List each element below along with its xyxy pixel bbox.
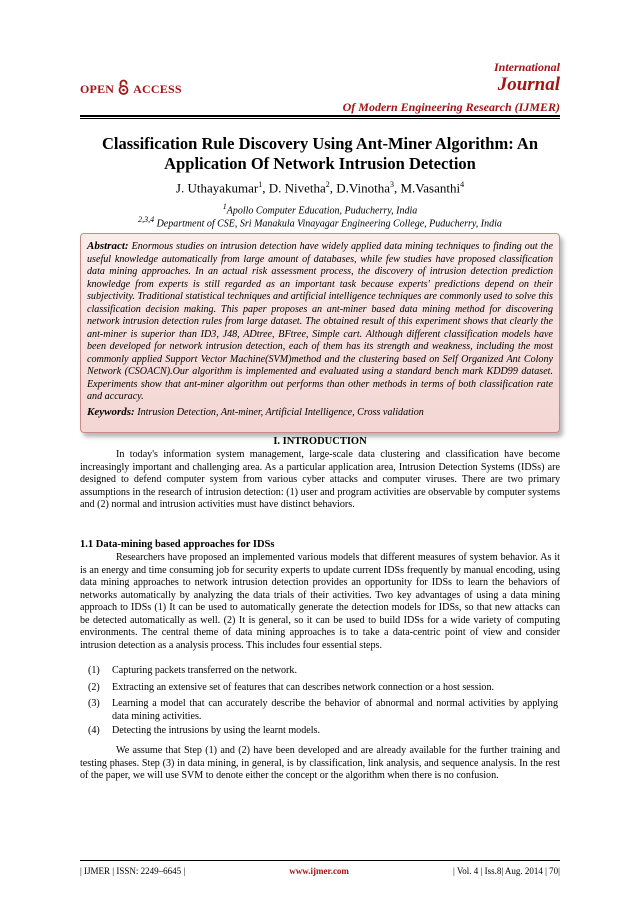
abstract <box>87 240 553 404</box>
footer-rule <box>80 860 560 861</box>
keywords-label: Keywords: <box>87 405 135 418</box>
list-item-number: (1) <box>88 665 100 676</box>
author-name: J. Uthayakumar <box>175 180 259 196</box>
list-item-text: Detecting the intrusions by using the learnt models. <box>112 725 321 736</box>
list-item <box>88 665 560 678</box>
author-sup: 4 <box>460 180 465 189</box>
keywords-text: Intrusion Detection, Ant-miner, Artificial Intelligence, Cross validation <box>137 406 424 418</box>
paper-title-line2: Application Of Network Intrusion Detection <box>164 154 476 173</box>
footer-url-link[interactable]: www.ijmer.com <box>289 866 349 876</box>
journal-subtitle: Of Modern Engineering Research (IJMER) <box>342 100 560 114</box>
author-list: J. Uthayakumar$^1$, D. Nivetha$^2$, D.Vinotha$^3$, M.Vasanthi$^4$ <box>175 180 465 196</box>
paper-title <box>70 134 570 174</box>
section-heading: I. INTRODUCTION <box>273 436 367 447</box>
affiliation-1-sup: 1 <box>222 202 227 211</box>
list-item-text: Extracting an extensive set of features that can describes network connection or a host session. <box>112 682 495 693</box>
journal-name: Journal <box>497 74 560 95</box>
paper-title-line1: Classification Rule Discovery Using Ant-Miner Algorithm: An <box>101 134 539 153</box>
header-rule-thin <box>80 118 560 119</box>
list-item-number: (2) <box>88 682 100 693</box>
list-item <box>88 725 560 738</box>
author-sup: 3 <box>390 180 394 189</box>
author-name: M.Vasanthi <box>400 180 461 196</box>
header-rule <box>80 115 560 117</box>
affiliation-1-text: Apollo Computer Education, Puducherry, India <box>226 205 418 217</box>
open-access-open: OPEN <box>80 81 115 96</box>
author-name: D.Vinotha <box>336 180 390 196</box>
author-sup: 2 <box>325 180 330 189</box>
abstract-box <box>80 233 560 433</box>
footer <box>80 866 560 876</box>
list-item-number: (3) <box>88 698 100 709</box>
list-item-text: Learning a model that can accurately describe the behavior of abnormal and normal activities by applying data mining activities. <box>112 698 558 722</box>
abstract-label: Abstract: <box>87 240 129 252</box>
author-sup: 1 <box>258 180 263 189</box>
subsection-paragraph: Researchers have proposed an implemented various models that different measures of system behavior. As it is an energy and time consuming job for security experts to update current IDSs frequently by manual encoding, using data mining approaches to network intrusion detection provides an opportunity for IDSs to learn the behaviors of networks automatically by analyzing the data trials of their activities. Two key advantages of using a data mining approach to IDSs (1) It can be used to automatically generate the detection models for IDSs, so that new attacks can be detected automatically as well. (2) It is general, so it can be used to build IDSs for a wide variety of computing environments. The central theme of data mining approaches is to take a data-centric point of view and consider intrusion detection as a analysis process. This includes four essential steps. <box>80 552 560 651</box>
subsection-heading: 1.1 Data-mining based approaches for IDSs <box>80 539 275 550</box>
keywords <box>87 406 553 418</box>
open-access-lock-icon <box>118 79 129 99</box>
list-item <box>88 698 560 724</box>
author-name: D. Nivetha <box>268 180 326 196</box>
footer-right: | Vol. 4 | Iss.8| Aug. 2014 | 70| <box>453 866 560 876</box>
affiliation-2 <box>70 215 570 229</box>
list-item <box>88 682 560 695</box>
affiliation-2-sup: 2,3,4 <box>138 215 155 224</box>
journal-international: International <box>493 60 560 74</box>
affiliation-2-text: Department of CSE, Sri Manakula Vinayagar Engineering College, Puducherry, India <box>154 218 502 230</box>
abstract-text: Enormous studies on intrusion detection have widely applied data mining techniques to finding out the useful knowledge automatically from large amount of databases, while few studies have proposed classification data mining approaches. In an actual risk assessment process, the discovery of intrusion detection prediction knowledge from experts is still regarded as an important task because experts' predictions depend on their subjectivity. Traditional statistical techniques and artificial intelligence techniques are commonly used to solve this classification decision making. This paper proposes an ant-miner based data mining method for discovering network intrusion detection rules from large dataset. The obtained result of this experiment shows that clearly the ant-miner is superior than ID3, J48, ADtree, BFtree, Simple cart. Although different classification models have been developed for network intrusion detection, each of them has its strength and weakness, including the most commonly applied Support Vector Machine(SVM)method and the clustering based on Self Organized Ant Colony Network (CSOACN).Our algorithm is implemented and evaluated using a standard bench mark KDD99 dataset. Experiments show that ant-miner algorithm out performs than other methods in terms of both classification rate and accuracy. <box>87 241 553 402</box>
list-item-number: (4) <box>88 725 100 736</box>
intro-paragraph: In today's information system management, large-scale data clustering and classification have become increasingly important and challenging area. As a particular application area, Intrusion Detection Systems (IDSs) are designed to defend computer system from various cyber attacks and computer viruses. There are two primary assumptions in the research of intrusion detection: (1) user and program activities are observable by computer systems and (2) normal and intrusion activities must have distinct behaviors. <box>80 449 560 510</box>
footer-left: | IJMER | ISSN: 2249–6645 | <box>80 866 186 876</box>
open-access-access: ACCESS <box>133 81 182 96</box>
closing-paragraph: We assume that Step (1) and (2) have been developed and are already available for the further training and testing phases. Step (3) in data mining, in general, is by classification, link analysis, and sequence analysis. In the rest of the paper, we will use SVM to denote either the concept or the algorithm when there is no confusion. <box>80 745 560 781</box>
list-item-text: Capturing packets transferred on the network. <box>112 665 297 676</box>
open-access-logo <box>80 79 182 99</box>
